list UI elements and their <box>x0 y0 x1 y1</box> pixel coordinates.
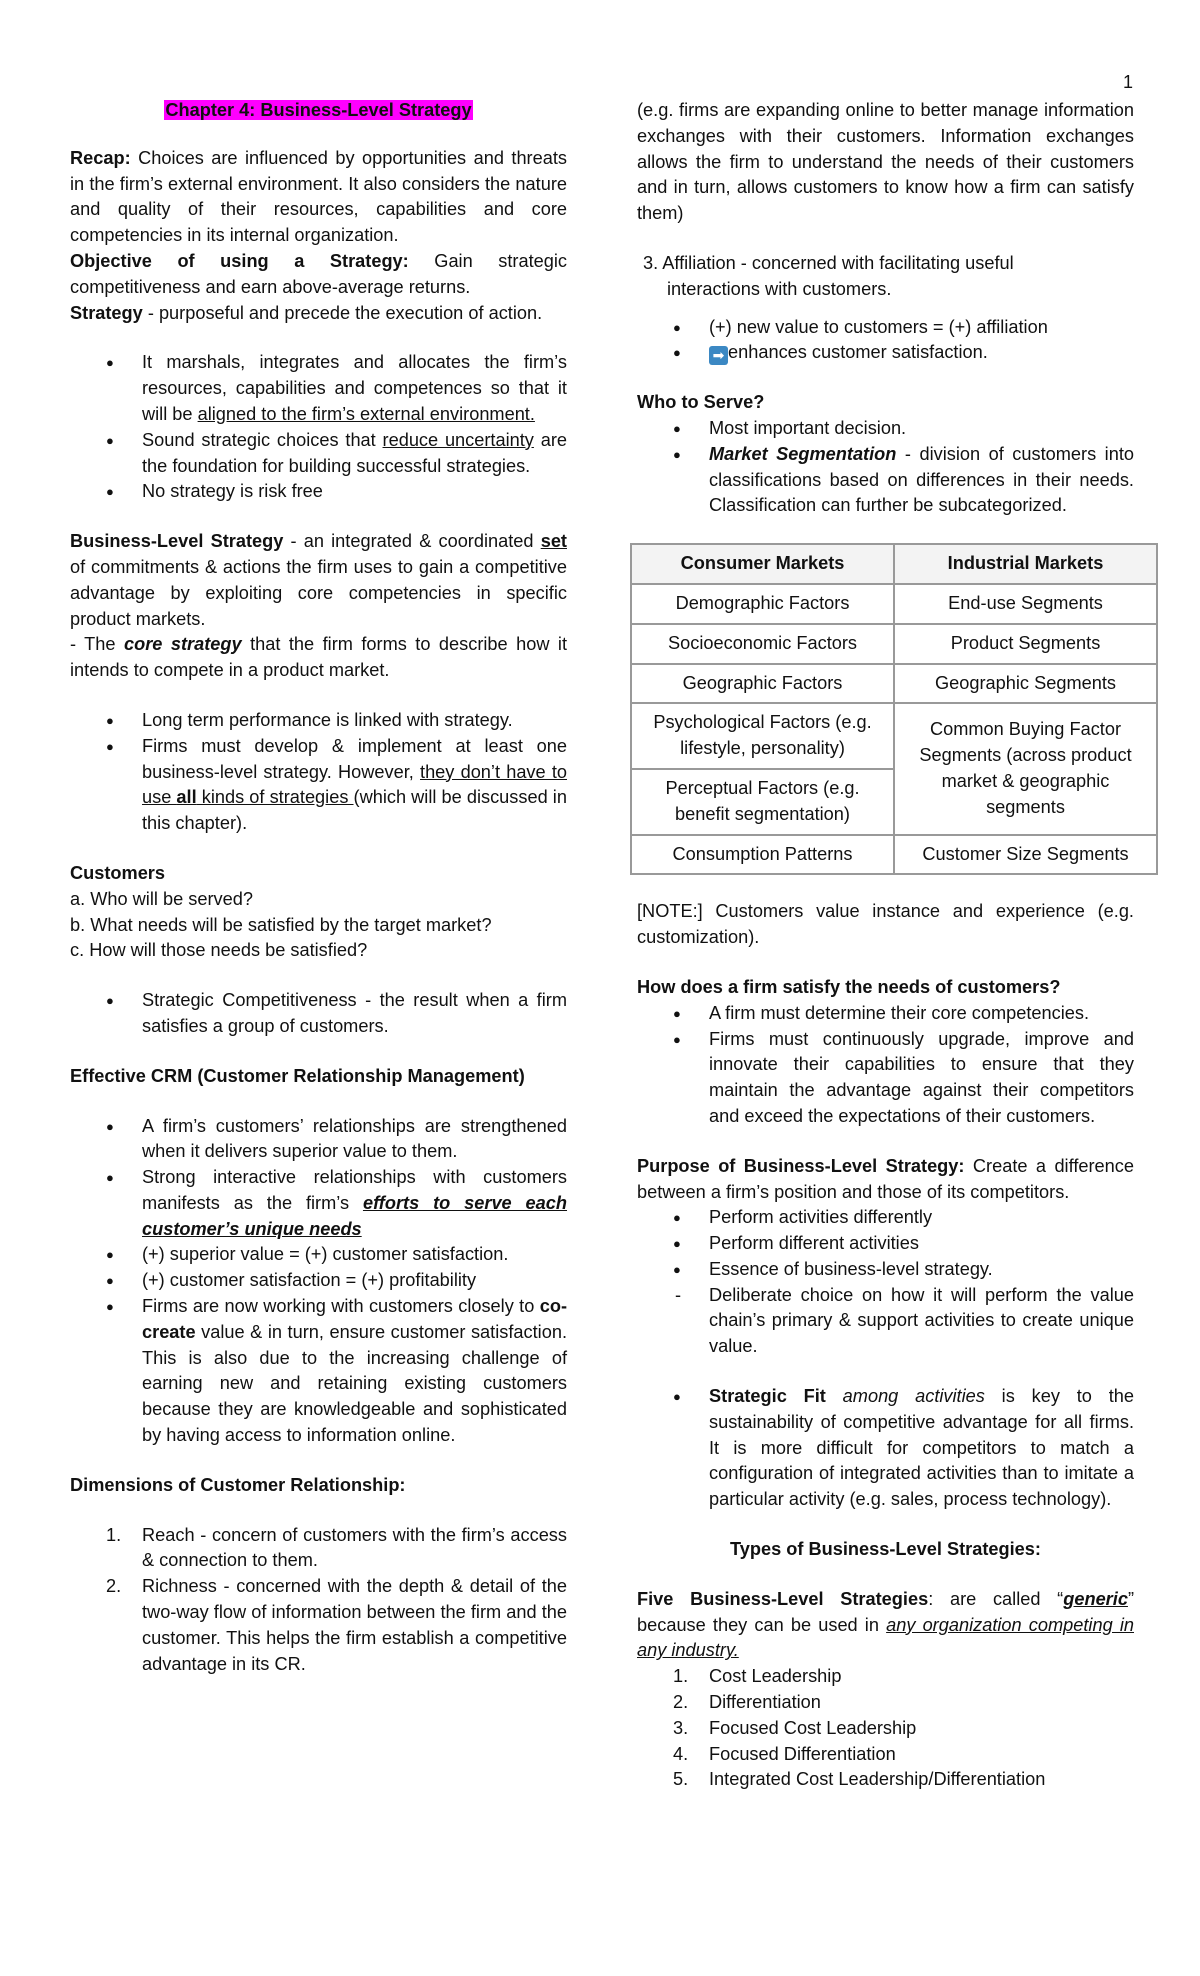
bullet-text: Firms are now working with customers closely to <box>142 1296 540 1317</box>
emphasis-text: efforts to serve each customer’s unique needs <box>142 1192 568 1239</box>
bls-set: set <box>540 531 567 552</box>
list-text: Cost Leadership <box>709 1666 842 1687</box>
list-item: ● A firm must determine their core competencies. <box>637 1001 1134 1027</box>
strategy-text: - purposeful and precede the execution of action. <box>142 302 543 323</box>
note-paragraph: [NOTE:] Customers value instance and experience (e.g. customization). <box>637 901 1134 948</box>
types-heading <box>637 1537 1134 1563</box>
list-number: 3. <box>673 1717 689 1738</box>
bullet-text: - division of customers into classifications based on differences in their needs. Classification can further be subcategorized. <box>709 443 1134 516</box>
italic-text: among activities <box>825 1386 985 1407</box>
list-item: ● (+) new value to customers = (+) affiliation <box>637 315 1134 341</box>
table-cell: Customer Size Segments <box>894 835 1157 875</box>
list-number: 1. <box>673 1666 689 1687</box>
core-text: that the firm forms to describe how it intends to compete in a product market. <box>70 634 568 681</box>
table-cell: Geographic Factors <box>631 664 894 704</box>
table-row <box>631 664 1157 704</box>
list-item: - Deliberate choice on how it will perform the value chain’s primary & support activities to create unique value. <box>637 1283 1134 1360</box>
table-cell: End-use Segments <box>894 584 1157 624</box>
list-item: ● Firms must continuously upgrade, improve and innovate their capabilities to ensure that they maintain the advantage against their competitors and exceed the expectations of their customers. <box>637 1027 1134 1130</box>
body-text: ” because they can be used in <box>637 1588 1134 1635</box>
bullet-text: Firms must develop & implement at least one business-level strategy. However, <box>142 735 567 782</box>
how-bullets <box>637 1001 1134 1130</box>
affiliation-line-2: interactions with customers. <box>667 278 892 299</box>
core-strategy-term: core strategy <box>123 634 242 655</box>
bullet-text: is key to the sustainability of competitive advantage for all firms. It is more difficult for competitors to match a configuration of integrated activities than to imitate a particular activity (e.g. sales, process technology). <box>709 1386 1134 1510</box>
list-text: Reach - concern of customers with the firm’s access & connection to them. <box>142 1524 567 1571</box>
list-item: ● (+) customer satisfaction = (+) profitability <box>70 1268 567 1294</box>
affiliation-bullets <box>637 315 1134 367</box>
table-header-row <box>631 544 1157 584</box>
customers-a: a. Who will be served? <box>70 888 253 909</box>
list-item <box>70 1574 567 1677</box>
richness-continuation: (e.g. firms are expanding online to better manage information exchanges with their customers. Information exchanges allows the firm to understand the needs of their customers and in turn, allows customers to know how a firm can satisfy them) <box>637 100 1134 224</box>
purpose-paragraph <box>637 1154 1134 1206</box>
list-item: ● No strategy is risk free <box>70 479 567 505</box>
body-text: : are called “ <box>928 1588 1064 1609</box>
heading-text: Who to Serve? <box>637 392 765 413</box>
list-item <box>637 1664 1134 1690</box>
list-item: ● Most important decision. <box>637 416 1134 442</box>
purpose-bullets <box>637 1205 1134 1360</box>
fit-bullets <box>637 1384 1134 1513</box>
who-bullets <box>637 416 1134 519</box>
bls-paragraph <box>70 529 567 632</box>
list-text: Differentiation <box>709 1692 821 1713</box>
objective-text: Gain strategic competitiveness and earn above-average returns. <box>70 250 568 297</box>
heading-text: Effective CRM (Customer Relationship Management) <box>70 1065 525 1086</box>
dims-list <box>70 1523 567 1678</box>
list-item: ● Perform activities differently <box>637 1205 1134 1231</box>
strategies-list <box>637 1664 1134 1793</box>
list-item: ● Long term performance is linked with strategy. <box>70 708 567 734</box>
table-cell: Perceptual Factors (e.g. benefit segmentation) <box>631 769 894 835</box>
list-number: 2. <box>106 1576 122 1597</box>
customers-c: c. How will those needs be satisfied? <box>70 940 368 961</box>
five-strategies-paragraph <box>637 1587 1134 1664</box>
list-item <box>70 734 567 837</box>
list-item <box>70 1294 567 1449</box>
emphasis-text: Market Segmentation <box>709 443 897 464</box>
list-item: ● Perform different activities <box>637 1231 1134 1257</box>
bls-label: Business-Level Strategy <box>70 531 284 552</box>
segmentation-table <box>630 543 1158 875</box>
list-item <box>637 1742 1134 1768</box>
underlined-part: kinds of strategies <box>196 787 354 808</box>
list-item <box>637 1767 1134 1793</box>
bullet-text: (which will be discussed in this chapter). <box>142 787 567 834</box>
bls-bullets <box>70 708 567 837</box>
recap-label: Recap: <box>70 147 131 168</box>
customers-heading <box>70 861 567 887</box>
strategy-paragraph <box>70 301 567 327</box>
left-column <box>70 98 567 1677</box>
list-text: Focused Differentiation <box>709 1743 896 1764</box>
list-item: ● A firm’s customers’ relationships are strengthened when it delivers superior value to them. <box>70 1114 567 1166</box>
underlined-text: aligned to the firm’s external environment. <box>197 403 535 424</box>
table-row <box>631 584 1157 624</box>
list-text: Integrated Cost Leadership/Differentiation <box>709 1769 1046 1790</box>
table-row <box>631 835 1157 875</box>
underlined-text: any organization competing in any industry. <box>637 1614 1134 1661</box>
list-item <box>637 340 1134 366</box>
table-row <box>631 703 1157 769</box>
page-number: 1 <box>1123 72 1134 92</box>
bullet-text: value & in turn, ensure customer satisfaction. This is also due to the increasing challenge of earning new and retaining existing customers because they are knowledgeable and sophisticated by having access to information online. <box>142 1321 567 1446</box>
underlined-part: they don’t have to use <box>142 761 567 808</box>
table-cell: Geographic Segments <box>894 664 1157 704</box>
list-text: Focused Cost Leadership <box>709 1717 917 1738</box>
list-number: 5. <box>673 1769 689 1790</box>
list-item <box>637 1716 1134 1742</box>
list-text: Richness - concerned with the depth & detail of the two-way flow of information between the firm and the customer. This helps the firm establish a competitive advantage in its CR. <box>142 1576 567 1674</box>
table-cell: Demographic Factors <box>631 584 894 624</box>
how-heading <box>637 975 1134 1001</box>
strategy-bullets <box>70 350 567 505</box>
recap-text: Choices are influenced by opportunities and threats in the firm’s external environment. It also considers the nature and quality of their resources, capabilities and core competencies in its internal organization. <box>70 147 567 246</box>
recap-paragraph <box>70 146 567 249</box>
list-item <box>70 350 567 427</box>
bullet-text: are the foundation for building successful strategies. <box>142 429 567 476</box>
list-item: ● (+) superior value = (+) customer satisfaction. <box>70 1242 567 1268</box>
bullet-text: Sound strategic choices that <box>142 429 383 450</box>
list-item <box>637 442 1134 519</box>
bold-text: Strategic Fit <box>709 1386 826 1407</box>
right-column <box>637 98 1134 1793</box>
core-text: - The <box>70 634 124 655</box>
crm-heading <box>70 1064 567 1090</box>
table-header-cell: Industrial Markets <box>894 544 1157 584</box>
heading-text: Customers <box>70 862 166 883</box>
customers-b: b. What needs will be satisfied by the target market? <box>70 914 492 935</box>
right-arrow-icon: ➡ <box>709 346 728 365</box>
dims-heading <box>70 1473 567 1499</box>
table-header-cell: Consumer Markets <box>631 544 894 584</box>
heading-text: How does a firm satisfy the needs of customers? <box>637 976 1061 997</box>
emphasis-text: generic <box>1063 1588 1128 1609</box>
customers-bullets <box>70 988 567 1040</box>
list-item: ● Essence of business-level strategy. <box>637 1257 1134 1283</box>
bold-text: Five Business-Level Strategies <box>637 1588 929 1609</box>
purpose-label: Purpose of Business-Level Strategy: <box>637 1155 965 1176</box>
table-row <box>631 624 1157 664</box>
objective-paragraph <box>70 249 567 301</box>
list-item <box>70 1523 567 1575</box>
underlined-text: reduce uncertainty <box>382 429 534 450</box>
core-strategy-paragraph <box>70 632 567 684</box>
list-item: ● Strategic Competitiveness - the result when a firm satisfies a group of customers. <box>70 988 567 1040</box>
list-item <box>637 1690 1134 1716</box>
bls-text: - an integrated & coordinated <box>283 531 541 552</box>
table-cell: Product Segments <box>894 624 1157 664</box>
heading-text: Dimensions of Customer Relationship: <box>70 1474 406 1495</box>
list-number: 1. <box>106 1524 122 1545</box>
bullet-text: enhances customer satisfaction. <box>728 342 988 363</box>
affiliation-line-1: 3. Affiliation - concerned with facilitating useful <box>643 252 1014 273</box>
underlined-bold: all <box>176 787 197 808</box>
page-title: Chapter 4: Business-Level Strategy <box>165 100 472 120</box>
bls-text: of commitments & actions the firm uses to gain a competitive advantage by exploiting core competencies in specific product markets. <box>70 556 567 629</box>
heading-text: Types of Business-Level Strategies: <box>730 1539 1041 1560</box>
table-cell: Common Buying Factor Segments (across product market & geographic segments <box>894 703 1157 834</box>
list-number: 2. <box>673 1692 689 1713</box>
table-cell: Psychological Factors (e.g. lifestyle, personality) <box>631 703 894 769</box>
list-item <box>637 1384 1134 1513</box>
bullet-text: It marshals, integrates and allocates the firm’s resources, capabilities and competences so that it will be <box>142 352 567 424</box>
list-item <box>70 1165 567 1242</box>
who-heading <box>637 390 1134 416</box>
bullet-text: Strong interactive relationships with customers manifests as the firm’s <box>142 1167 567 1213</box>
purpose-text: Create a difference between a firm’s position and those of its competitors. <box>637 1155 1134 1202</box>
list-number: 4. <box>673 1743 689 1764</box>
list-item <box>70 428 567 480</box>
objective-label: Objective of using a Strategy: <box>70 250 409 271</box>
table-cell: Consumption Patterns <box>631 835 894 875</box>
table-cell: Socioeconomic Factors <box>631 624 894 664</box>
crm-bullets <box>70 1114 567 1449</box>
strategy-label: Strategy <box>70 302 143 323</box>
title-wrap <box>70 98 567 124</box>
bold-text: co-create <box>142 1296 567 1342</box>
